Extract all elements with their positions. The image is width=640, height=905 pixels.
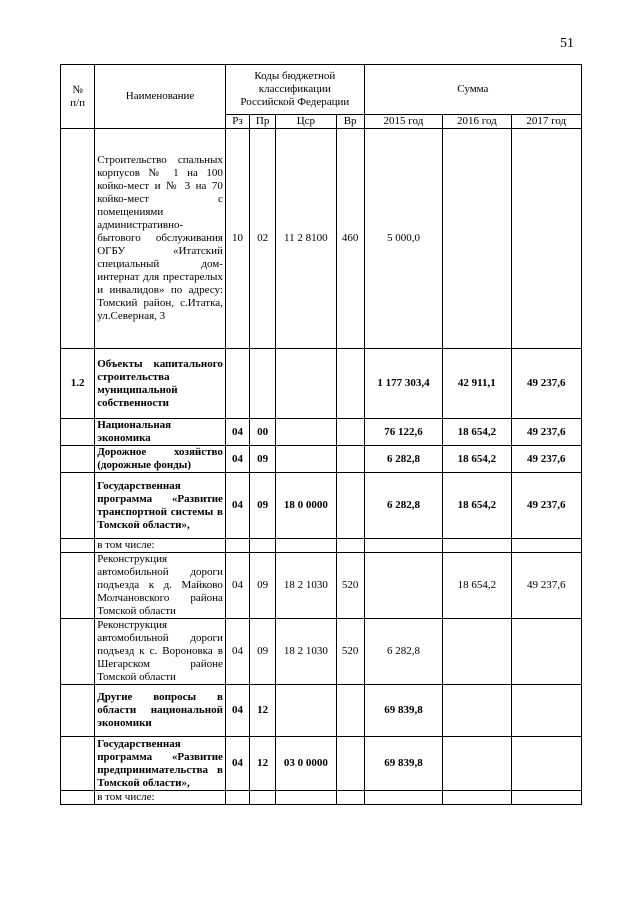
- row-2016: [443, 619, 511, 685]
- table-row: [61, 473, 582, 539]
- header-2015: 2015 год: [364, 115, 442, 129]
- row-csr: [276, 419, 336, 446]
- row-vr: 460: [336, 129, 364, 349]
- row-2017: [511, 685, 581, 737]
- row-csr: 18 2 1030: [276, 553, 336, 619]
- row-2017: 49 237,6: [511, 446, 581, 473]
- row-vr: [336, 349, 364, 419]
- row-2016: [443, 685, 511, 737]
- row-pr: 00: [250, 419, 276, 446]
- row-number: [61, 446, 95, 473]
- budget-table: [60, 64, 582, 805]
- header-num: № п/п: [61, 65, 95, 129]
- row-2015: 6 282,8: [364, 446, 442, 473]
- header-codes: Коды бюджетной классификации Российской Федерации: [225, 65, 364, 115]
- row-rz: 04: [225, 419, 249, 446]
- row-number: [61, 539, 95, 553]
- row-rz: 04: [225, 446, 249, 473]
- row-name: Строительство спальных корпусов № 1 на 100 койко-мест и № 3 на 70 койко-мест с помещениями административно-бытового обслуживания ОГБУ «Итатский специальный дом-интернат для престарелых и инвалидов» по адресу: Томский район, с.Итатка, ул.Северная, 3: [95, 129, 226, 349]
- row-2016: 18 654,2: [443, 473, 511, 539]
- row-number: [61, 685, 95, 737]
- row-csr: 11 2 8100: [276, 129, 336, 349]
- row-2016: [443, 129, 511, 349]
- row-csr: 18 2 1030: [276, 619, 336, 685]
- row-rz: [225, 791, 249, 805]
- row-rz: 04: [225, 619, 249, 685]
- row-name: Реконструкция автомобильной дороги подъезд к с. Вороновка в Шегарском районе Томской области: [95, 619, 226, 685]
- row-vr: [336, 473, 364, 539]
- row-number: [61, 473, 95, 539]
- row-rz: 04: [225, 737, 249, 791]
- table-row: [61, 737, 582, 791]
- row-name: Дорожное хозяйство (дорожные фонды): [95, 446, 226, 473]
- row-2017: [511, 619, 581, 685]
- row-2017: [511, 539, 581, 553]
- row-rz: 04: [225, 685, 249, 737]
- row-vr: 520: [336, 619, 364, 685]
- table-row: [61, 419, 582, 446]
- row-name: в том числе:: [95, 791, 226, 805]
- row-vr: 520: [336, 553, 364, 619]
- row-vr: [336, 539, 364, 553]
- header-pr: Пр: [250, 115, 276, 129]
- row-csr: [276, 539, 336, 553]
- row-vr: [336, 791, 364, 805]
- row-pr: 12: [250, 685, 276, 737]
- row-2016: [443, 737, 511, 791]
- header-csr: Цср: [276, 115, 336, 129]
- page-number: 51: [560, 36, 574, 51]
- row-name: Другие вопросы в области национальной экономики: [95, 685, 226, 737]
- row-pr: [250, 791, 276, 805]
- row-pr: 09: [250, 473, 276, 539]
- row-name: Национальная экономика: [95, 419, 226, 446]
- row-csr: 18 0 0000: [276, 473, 336, 539]
- row-2017: 49 237,6: [511, 419, 581, 446]
- row-2017: 49 237,6: [511, 349, 581, 419]
- row-pr: [250, 349, 276, 419]
- row-2016: [443, 791, 511, 805]
- table-row: [61, 553, 582, 619]
- row-name: Государственная программа «Развитие транспортной системы в Томской области»,: [95, 473, 226, 539]
- row-csr: [276, 791, 336, 805]
- row-csr: 03 0 0000: [276, 737, 336, 791]
- row-vr: [336, 737, 364, 791]
- row-rz: 04: [225, 473, 249, 539]
- row-number: [61, 737, 95, 791]
- row-2017: 49 237,6: [511, 473, 581, 539]
- row-vr: [336, 419, 364, 446]
- row-2015: [364, 553, 442, 619]
- row-number: [61, 553, 95, 619]
- row-csr: [276, 685, 336, 737]
- row-rz: 04: [225, 553, 249, 619]
- header-2016: 2016 год: [443, 115, 511, 129]
- row-2017: [511, 129, 581, 349]
- row-2015: 1 177 303,4: [364, 349, 442, 419]
- row-2016: 18 654,2: [443, 419, 511, 446]
- row-2017: 49 237,6: [511, 553, 581, 619]
- row-pr: 09: [250, 553, 276, 619]
- table-row: [61, 129, 582, 349]
- row-pr: 12: [250, 737, 276, 791]
- row-pr: 09: [250, 619, 276, 685]
- row-2015: 69 839,8: [364, 737, 442, 791]
- row-number: [61, 791, 95, 805]
- header-vr: Вр: [336, 115, 364, 129]
- header-2017: 2017 год: [511, 115, 581, 129]
- row-vr: [336, 446, 364, 473]
- row-2017: [511, 791, 581, 805]
- row-pr: 02: [250, 129, 276, 349]
- row-rz: [225, 349, 249, 419]
- row-2015: [364, 791, 442, 805]
- table-row: [61, 446, 582, 473]
- row-2016: 18 654,2: [443, 553, 511, 619]
- row-2015: [364, 539, 442, 553]
- table-row: [61, 791, 582, 805]
- row-pr: [250, 539, 276, 553]
- table-row: [61, 619, 582, 685]
- row-2016: 42 911,1: [443, 349, 511, 419]
- row-2016: [443, 539, 511, 553]
- header-row: [61, 65, 582, 115]
- row-2015: 5 000,0: [364, 129, 442, 349]
- row-pr: 09: [250, 446, 276, 473]
- row-csr: [276, 446, 336, 473]
- row-csr: [276, 349, 336, 419]
- row-2015: 6 282,8: [364, 473, 442, 539]
- row-2015: 6 282,8: [364, 619, 442, 685]
- table-row: [61, 685, 582, 737]
- row-2017: [511, 737, 581, 791]
- row-name: Государственная программа «Развитие предпринимательства в Томской области»,: [95, 737, 226, 791]
- header-sum: Сумма: [364, 65, 581, 115]
- row-number: [61, 619, 95, 685]
- row-2015: 76 122,6: [364, 419, 442, 446]
- row-rz: 10: [225, 129, 249, 349]
- table-row: [61, 539, 582, 553]
- row-name: в том числе:: [95, 539, 226, 553]
- row-number: [61, 129, 95, 349]
- row-2015: 69 839,8: [364, 685, 442, 737]
- header-rz: Рз: [225, 115, 249, 129]
- row-number: [61, 419, 95, 446]
- row-vr: [336, 685, 364, 737]
- row-rz: [225, 539, 249, 553]
- table-row: [61, 349, 582, 419]
- row-2016: 18 654,2: [443, 446, 511, 473]
- row-name: Реконструкция автомобильной дороги подъезда к д. Майково Молчановского района Томской области: [95, 553, 226, 619]
- header-name: Наименование: [95, 65, 226, 129]
- row-number: 1.2: [61, 349, 95, 419]
- row-name: Объекты капитального строительства муниципальной собственности: [95, 349, 226, 419]
